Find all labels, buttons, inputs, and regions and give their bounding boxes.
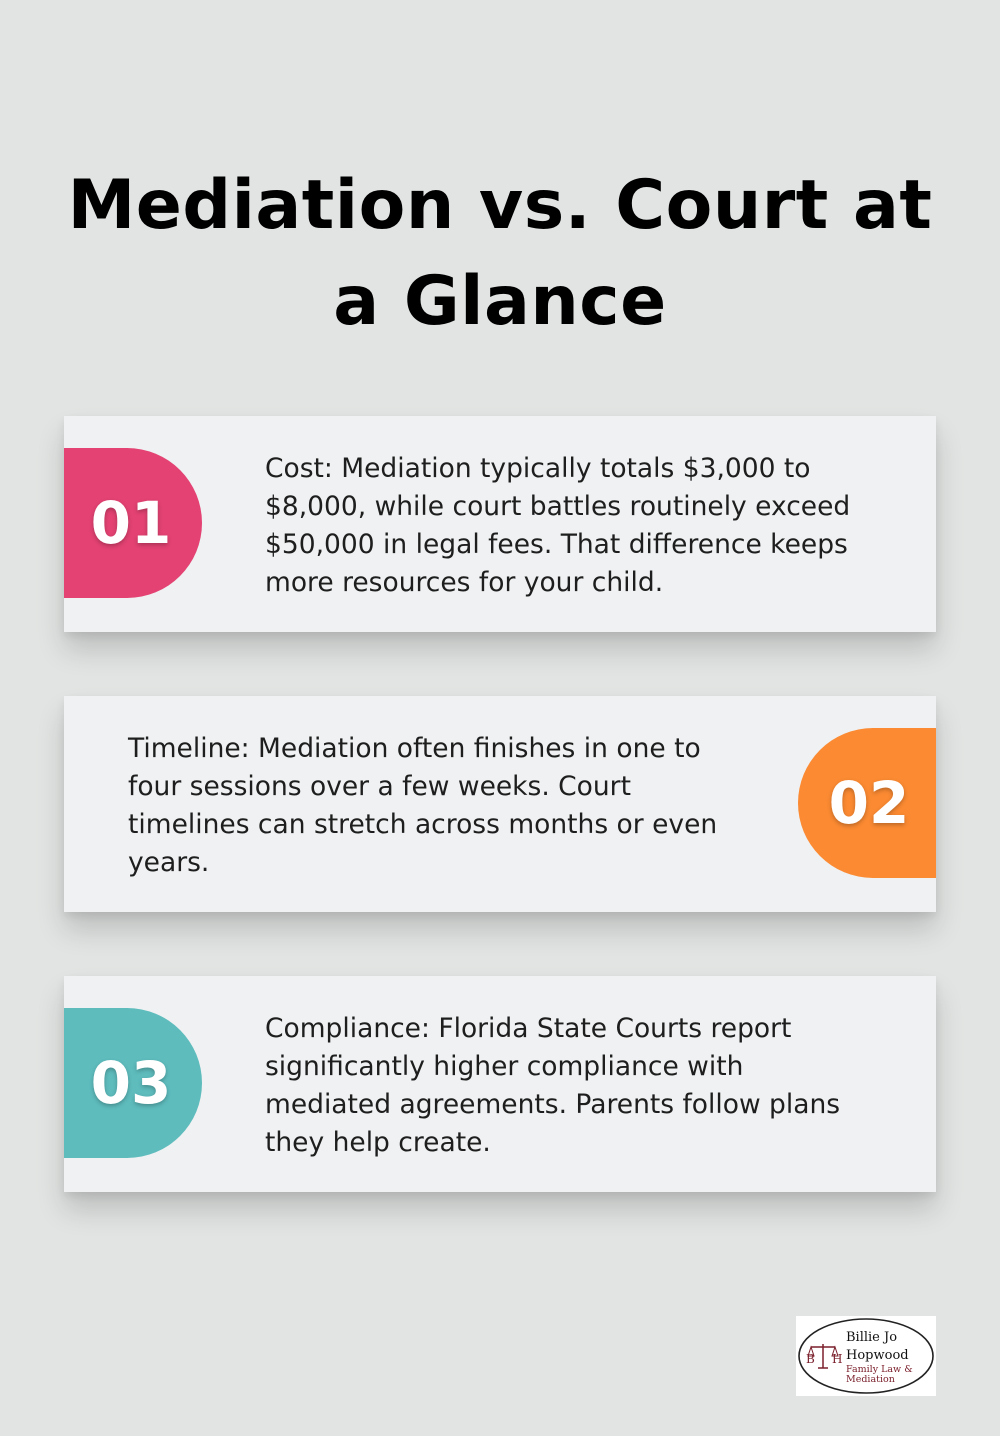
card-text: Cost: Mediation typically totals $3,000 to $8,000, while court battles routinely exceed $50,000 in legal fees. That difference keeps more resources for your child. (265, 453, 851, 598)
svg-text:H: H (832, 1352, 843, 1366)
card-text: Timeline: Mediation often finishes in one to four sessions over a few weeks. Court timelines can stretch across months or even years. (128, 733, 718, 878)
logo-line-2: Hopwood (846, 1348, 909, 1363)
number-badge: 02 (798, 728, 936, 878)
comparison-card-compliance (64, 976, 936, 1192)
svg-text:B: B (806, 1352, 815, 1366)
logo-line-1: Billie Jo (846, 1330, 898, 1345)
page-title: Mediation vs. Court at a Glance (67, 165, 933, 341)
comparison-card-cost (64, 416, 936, 632)
number-badge: 03 (64, 1008, 202, 1158)
scales-icon (806, 1344, 842, 1368)
number-badge: 01 (64, 448, 202, 598)
logo-graphic (796, 1316, 936, 1396)
logo-line-3: Family Law & (846, 1364, 913, 1375)
firm-logo (796, 1316, 936, 1396)
comparison-card-timeline (64, 696, 936, 912)
logo-line-4: Mediation (846, 1374, 895, 1385)
card-text: Compliance: Florida State Courts report significantly higher compliance with mediated agreements. Parents follow plans they help create. (265, 1013, 841, 1158)
